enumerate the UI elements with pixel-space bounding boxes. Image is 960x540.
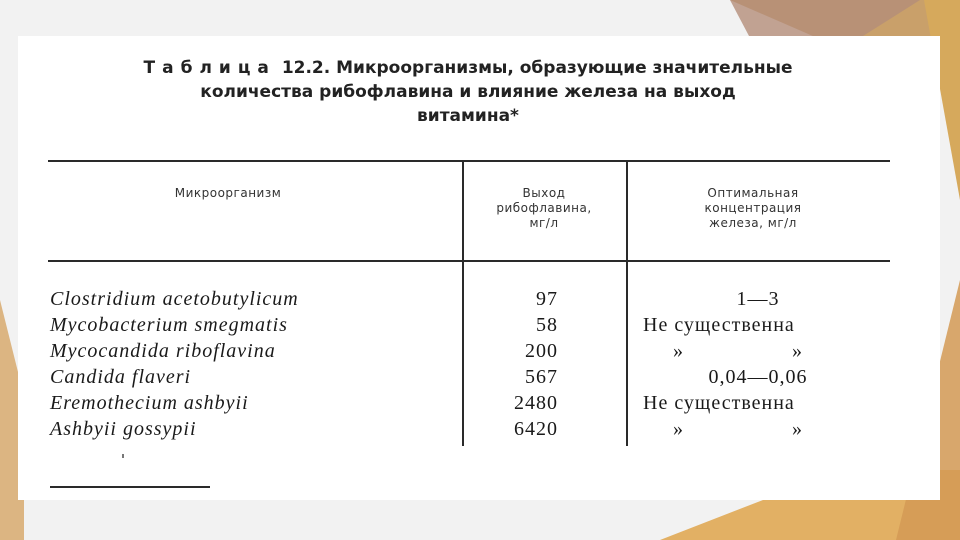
cell-organism: Mycocandida riboflavina [50, 340, 276, 362]
header-yield-line2: рибофлавина, [496, 201, 592, 215]
cell-organism: Candida flaveri [50, 366, 192, 388]
caption-line-2: количества рибофлавина и влияние железа на выход [200, 82, 736, 102]
table-row [18, 416, 918, 442]
header-yield [466, 186, 622, 231]
table-row [18, 390, 918, 416]
header-iron [638, 186, 868, 231]
header-iron-line1: Оптимальная [707, 186, 799, 200]
table-row [18, 312, 918, 338]
scanned-table-image [18, 36, 918, 500]
cell-organism: Clostridium acetobutylicum [50, 288, 299, 310]
table-row [18, 286, 918, 312]
cell-iron: 1—3 [736, 288, 780, 310]
header-iron-line2: концентрация [704, 201, 802, 215]
cell-yield: 58 [536, 314, 558, 336]
scan-speck [122, 454, 124, 458]
caption-line-3: витамина* [417, 106, 519, 126]
cell-yield: 6420 [514, 418, 558, 440]
footnote-rule [50, 486, 210, 488]
header-iron-line3: железа, мг/л [709, 216, 797, 230]
cell-organism: Ashbyii gossypii [50, 418, 197, 440]
header-yield-line3: мг/л [529, 216, 559, 230]
caption-rest: 12.2. Микроорганизмы, образующие значительные [281, 58, 793, 78]
cell-yield: 97 [536, 288, 558, 310]
cell-iron: Не существенна [643, 392, 795, 414]
cell-iron: 0,04—0,06 [708, 366, 808, 388]
caption-lead: Таблица [143, 58, 276, 78]
cell-iron [643, 338, 873, 364]
table-header-rule [48, 260, 890, 262]
header-organism: Микроорганизм [174, 186, 282, 200]
cell-iron: Не существенна [643, 314, 795, 336]
cell-yield: 567 [525, 366, 558, 388]
cell-organism: Eremothecium ashbyii [50, 392, 249, 414]
ditto-mark: » [792, 418, 803, 440]
ditto-mark: » [673, 418, 684, 440]
table-row [18, 364, 918, 390]
table-caption [58, 56, 878, 128]
table-top-rule [48, 160, 890, 162]
ditto-mark: » [792, 340, 803, 362]
header-yield-line1: Выход [522, 186, 566, 200]
cell-yield: 200 [525, 340, 558, 362]
caption-line-1 [58, 56, 878, 80]
table-row [18, 338, 918, 364]
slide-content-area [18, 36, 940, 500]
ditto-mark: » [673, 340, 684, 362]
cell-iron [643, 416, 873, 442]
cell-yield: 2480 [514, 392, 558, 414]
cell-organism: Mycobacterium smegmatis [50, 314, 288, 336]
